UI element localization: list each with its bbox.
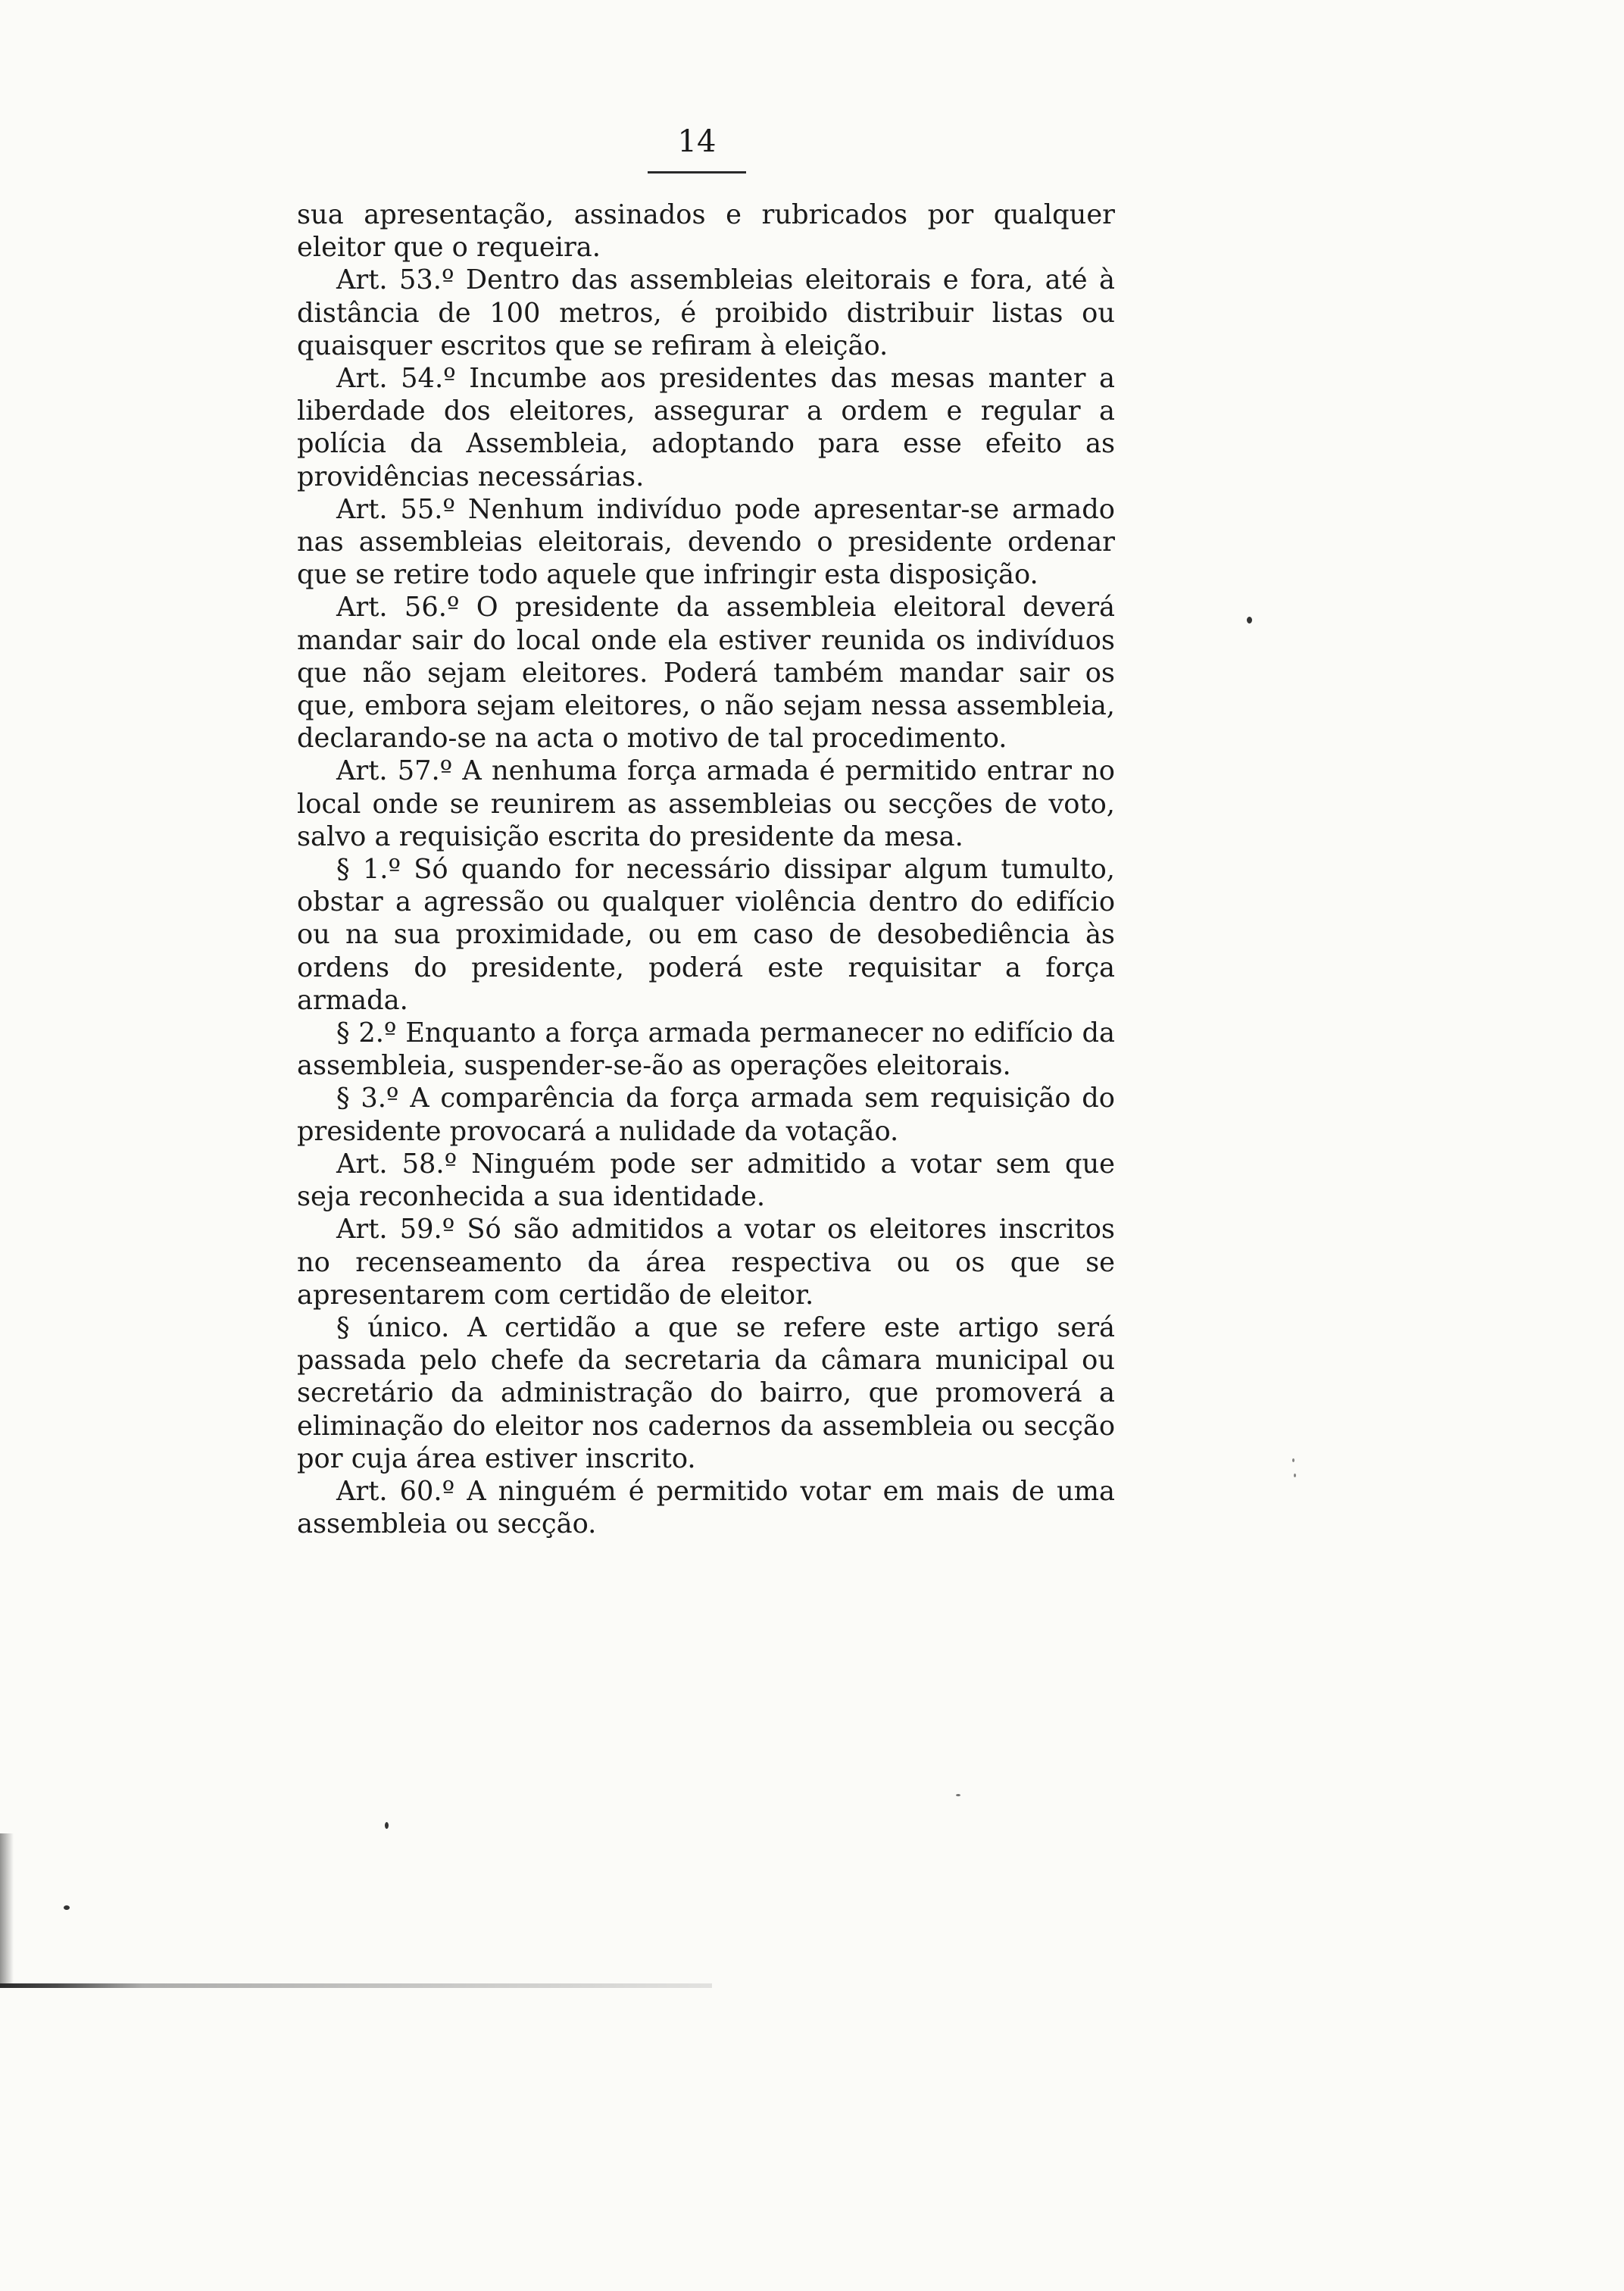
paragraph-section-1: § 1.º Só quando for necessário dissipar algum tumulto, obstar a agressão ou qualquer violência dentro do edifício ou na sua proximidade, ou em caso de desobediência às ordens do presidente, poderá este requisitar a força armada.	[297, 854, 1115, 1016]
paragraph-continuation: sua apresentação, assinados e rubricados por qualquer eleitor que o requeira.	[297, 199, 1115, 264]
scan-bottom-streak	[0, 1983, 712, 1988]
scan-speck	[1294, 1474, 1296, 1477]
paragraph-art-55: Art. 55.º Nenhum indivíduo pode apresentar-se armado nas assembleias eleitorais, devendo o presidente ordenar que se retire todo aquele que infringir esta disposição.	[297, 493, 1115, 591]
paragraph-art-59: Art. 59.º Só são admitidos a votar os eleitores inscritos no recenseamento da área respectiva ou os que se apresentarem com certidão de eleitor.	[297, 1214, 1115, 1311]
scan-speck	[385, 1822, 389, 1829]
paragraph-art-60: Art. 60.º A ninguém é permitido votar em mais de uma assembleia ou secção.	[297, 1475, 1115, 1540]
page-number-rule	[648, 171, 746, 173]
body-text	[297, 198, 1115, 1540]
page-number: 14	[677, 124, 717, 159]
paragraph-art-56: Art. 56.º O presidente da assembleia eleitoral deverá mandar sair do local onde ela estiver reunida os indivíduos que não sejam eleitores. Poderá também mandar sair os que, embora sejam eleitores, o não sejam nessa assembleia, declarando-se na acta o motivo de tal procedimento.	[297, 592, 1115, 755]
scan-speck	[64, 1905, 70, 1910]
paragraph-section-unico: § único. A certidão a que se refere este artigo será passada pelo chefe da secretaria da câmara municipal ou secretário da administração do bairro, que promoverá a eliminação do eleitor nos cadernos da assembleia ou secção por cuja área estiver inscrito.	[297, 1311, 1115, 1474]
paragraph-art-57: Art. 57.º A nenhuma força armada é permitido entrar no local onde se reunirem as assembleias ou secções de voto, salvo a requisição escrita do presidente da mesa.	[297, 755, 1115, 852]
scan-speck	[1292, 1458, 1295, 1462]
paragraph-section-2: § 2.º Enquanto a força armada permanecer no edifício da assembleia, suspender-se-ão as operações eleitorais.	[297, 1017, 1115, 1082]
paragraph-art-58: Art. 58.º Ninguém pode ser admitido a votar sem que seja reconhecida a sua identidade.	[297, 1148, 1115, 1213]
paragraph-section-3: § 3.º A comparência da força armada sem requisição do presidente provocará a nulidade da votação.	[297, 1083, 1115, 1147]
paragraph-art-54: Art. 54.º Incumbe aos presidentes das mesas manter a liberdade dos eleitores, assegurar a ordem e regular a polícia da Assembleia, adoptando para esse efeito as providências necessárias.	[297, 363, 1115, 492]
scan-speck	[1247, 617, 1252, 624]
scan-left-edge-shadow	[0, 1833, 14, 1985]
scan-speck	[956, 1794, 960, 1796]
paragraph-art-53: Art. 53.º Dentro das assembleias eleitorais e fora, até à distância de 100 metros, é proibido distribuir listas ou quaisquer escritos que se refiram à eleição.	[297, 264, 1115, 361]
